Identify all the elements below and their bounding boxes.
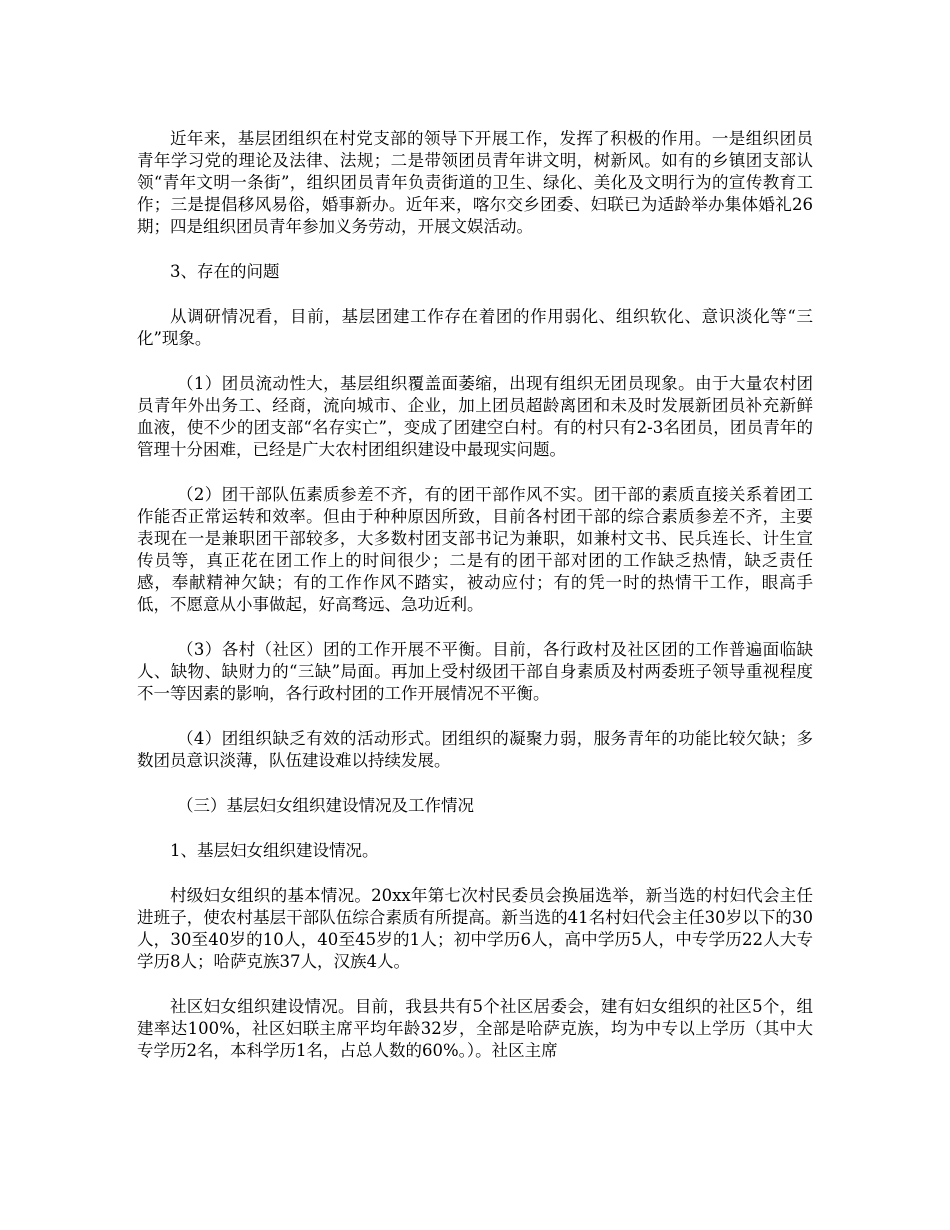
paragraph-problem-3: （3）各村（社区）团的工作开展不平衡。目前，各行政村及社区团的工作普遍面临缺人、缺物、缺财力的“三缺”局面。再加上受村级团干部自身素质及村两委班子领导重视程度不一等因素的影响，各行政村团的工作开展情况不平衡。 bbox=[137, 640, 813, 703]
section-heading-existing-problems: 3、存在的问题 bbox=[170, 262, 280, 281]
paragraph-problem-2: （2）团干部队伍素质参差不齐，有的团干部作风不实。团干部的素质直接关系着团工作能否正常运转和效率。但由于种种原因所致，目前各村团干部的综合素质参差不齐，主要表现在一是兼职团干部较多，大多数村团支部书记为兼职，如兼村文书、民兵连长、计生宣传员等，真正花在团工作上的时间很少；二是有的团干部对团的工作缺乏热情，缺乏责任感，奉献精神欠缺；有的工作作风不踏实，被动应付；有的凭一时的热情干工作，眼高手低，不愿意从小事做起，好高骛远、急功近利。 bbox=[137, 485, 813, 614]
subheading-women-organization-status: 1、基层妇女组织建设情况。 bbox=[170, 841, 379, 860]
paragraph-problem-1: （1）团员流动性大，基层组织覆盖面萎缩，出现有组织无团员现象。由于大量农村团员青年外出务工、经商，流向城市、企业，加上团员超龄离团和未及时发展新团员补充新鲜血液，使不少的团支部“名存实亡”，变成了团建空白村。有的村只有2-3名团员，团员青年的管理十分困难，已经是广大农村团组织建设中最现实问题。 bbox=[137, 374, 813, 459]
document-page bbox=[137, 128, 813, 1085]
paragraph-village-women-organization: 村级妇女组织的基本情况。20xx年第七次村民委员会换届选举，新当选的村妇代会主任进班子，使农村基层干部队伍综合素质有所提高。新当选的41名村妇代会主任30岁以下的30人，30至40岁的10人，40至45岁的1人；初中学历6人，高中学历5人，中专学历22人大专学历8人；哈萨克族37人，汉族4人。 bbox=[137, 886, 813, 971]
section-heading-women-organization: （三）基层妇女组织建设情况及工作情况 bbox=[177, 796, 474, 815]
paragraph-problem-4: （4）团组织缺乏有效的活动形式。团组织的凝聚力弱，服务青年的功能比较欠缺；多数团员意识淡薄，队伍建设难以持续发展。 bbox=[137, 729, 813, 770]
paragraph-youth-work-achievements: 近年来，基层团组织在村党支部的领导下开展工作，发挥了积极的作用。一是组织团员青年学习党的理论及法律、法规；二是带领团员青年讲文明，树新风。如有的乡镇团支部认领“青年文明一条街”，组织团员青年负责街道的卫生、绿化、美化及文明行为的宣传教育工作；三是提倡移风易俗，婚事新办。近年来，喀尔交乡团委、妇联已为适龄举办集体婚礼26期；四是组织团员青年参加义务劳动，开展文娱活动。 bbox=[137, 129, 813, 236]
paragraph-community-women-organization: 社区妇女组织建设情况。目前，我县共有5个社区居委会，建有妇女组织的社区5个，组建率达100%，社区妇联主席平均年龄32岁，全部是哈萨克族，均为中专以上学历（其中大专学历2名，本科学历1名，占总人数的60%。）。社区主席 bbox=[137, 997, 813, 1060]
paragraph-research-overview: 从调研情况看，目前，基层团建工作存在着团的作用弱化、组织软化、意识淡化等“三化”现象。 bbox=[137, 307, 813, 348]
